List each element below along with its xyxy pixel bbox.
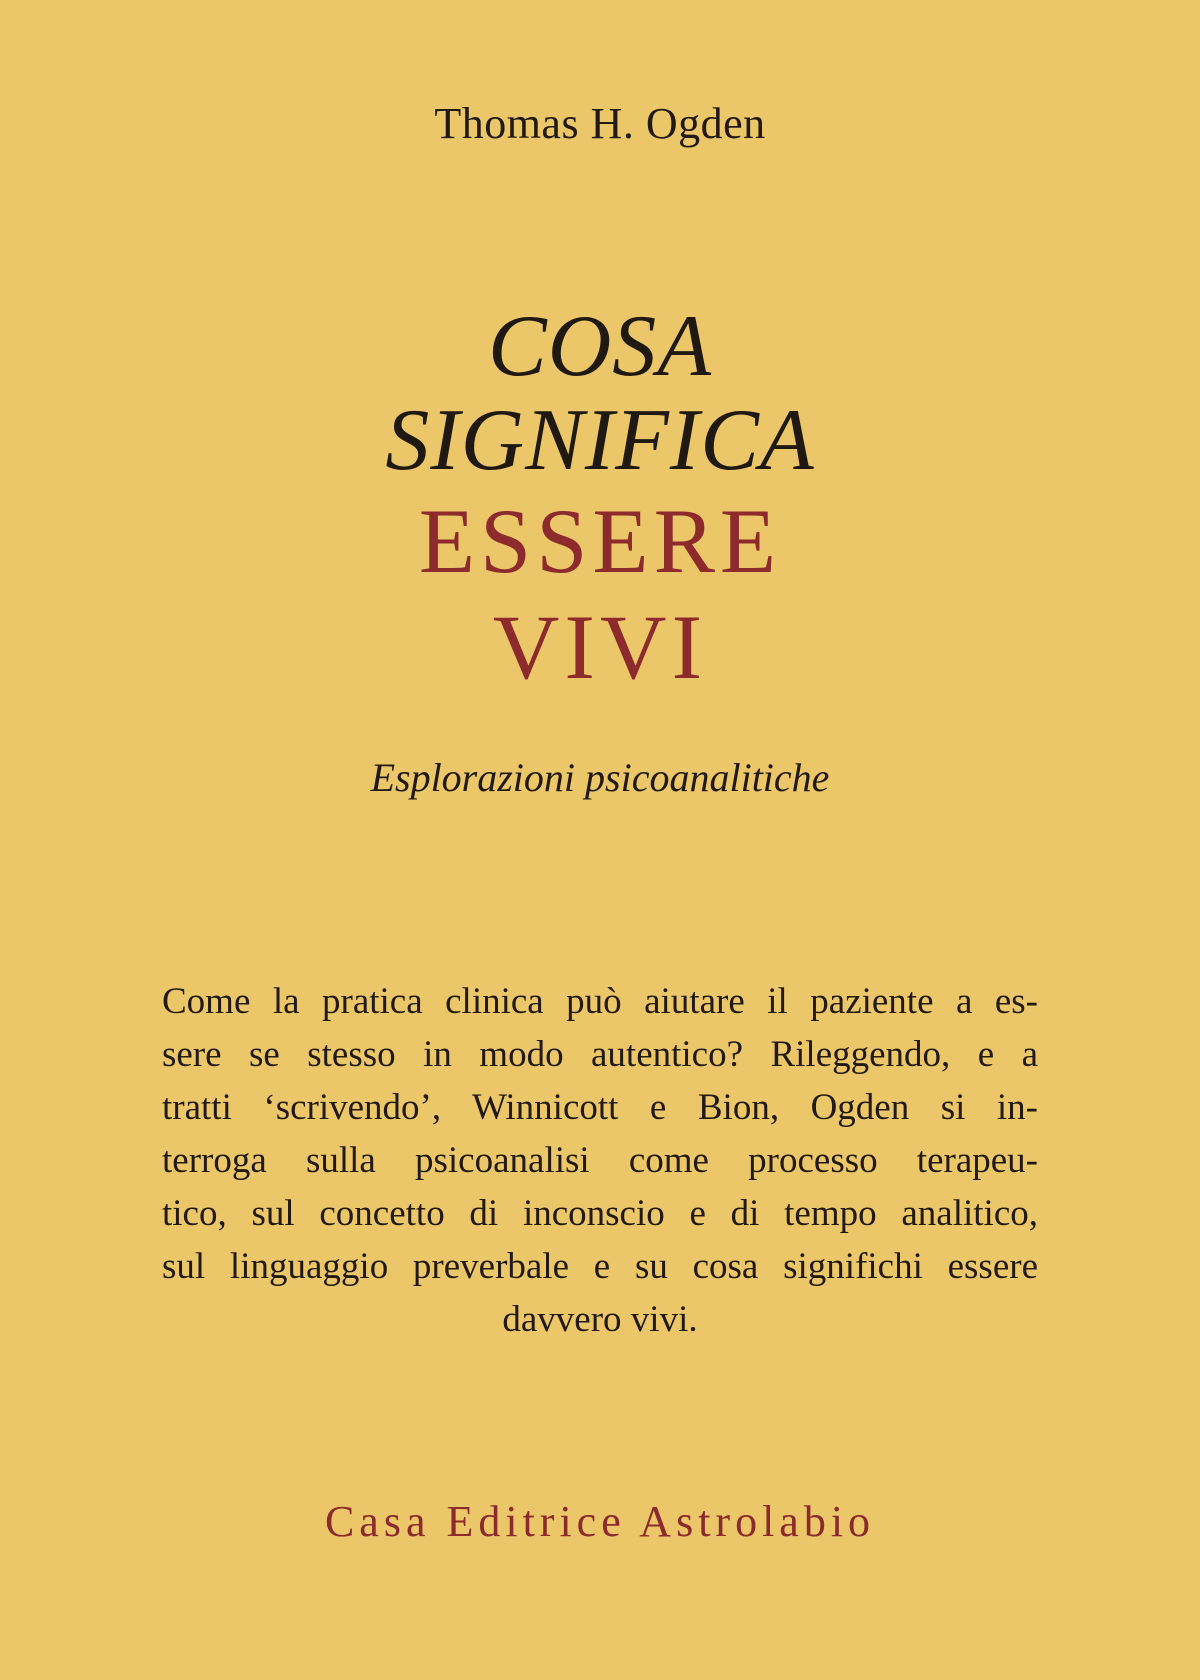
blurb-line: sere se stesso in modo autentico? Rileggendo, e a [162,1034,1038,1075]
blurb-line: tico, sul concetto di inconscio e di tempo analitico, [162,1193,1038,1234]
author-name: Thomas H. Ogden [434,99,766,148]
blurb-line: terroga sulla psicoanalisi come processo terapeu- [162,1140,1038,1181]
publisher-name: Casa Editrice Astrolabio [324,1497,876,1546]
cover-blurb [162,975,1038,1346]
book-title [0,300,1200,700]
blurb-line: Come la pratica clinica può aiutare il paziente a es- [162,981,1038,1022]
blurb-line: davvero vivi. [502,1299,698,1340]
book-subtitle: Esplorazioni psicoanalitiche [370,755,830,800]
title-line-vivi: VIVI [492,596,708,698]
title-line-significa: SIGNIFICA [385,392,815,489]
title-line-essere: ESSERE [418,490,782,592]
blurb-line: sul linguaggio preverbale e su cosa significhi essere [162,1246,1038,1287]
blurb-line: tratti ‘scrivendo’, Winnicott e Bion, Ogden si in- [162,1087,1038,1128]
title-line-cosa: COSA [488,298,712,395]
